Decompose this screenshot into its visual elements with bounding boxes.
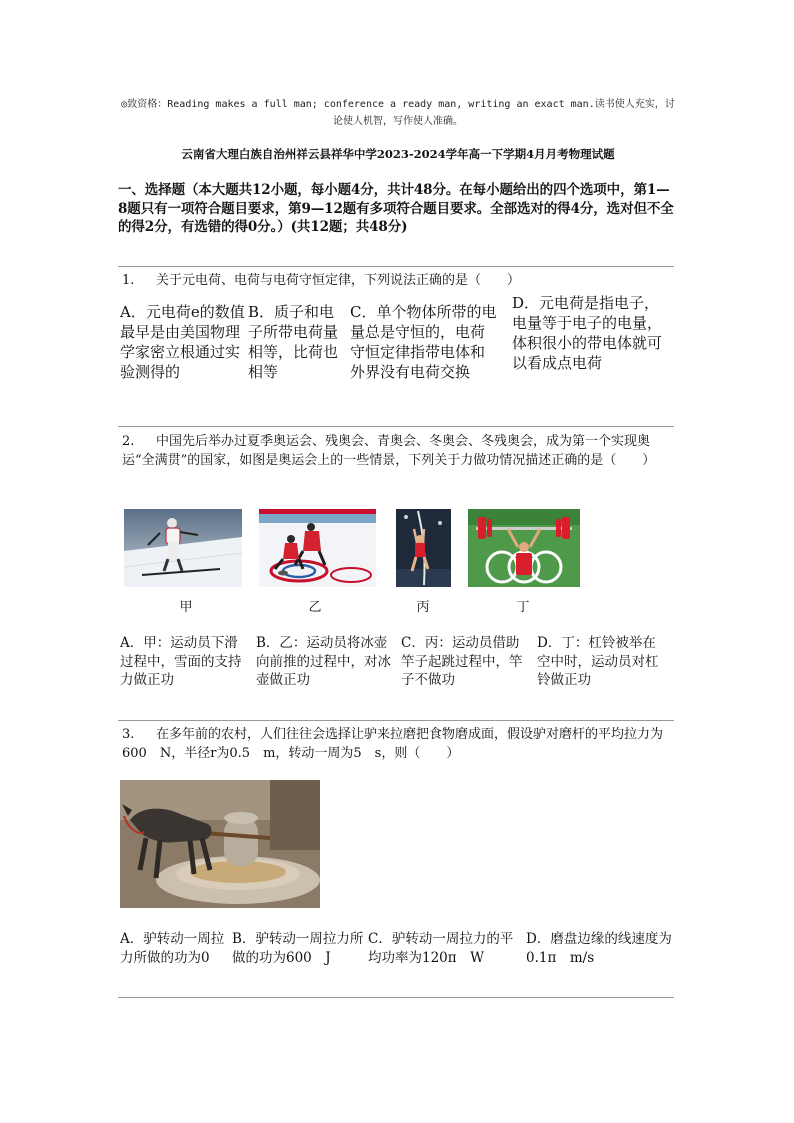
weightlifting-image [468,509,580,587]
question-text: 在多年前的农村，人们往往会选择让驴来拉磨把食物磨成面，假设驴对磨杆的平均拉力为 600 N，半径r为0.5 m，转动一周为5 s，则（ ） [122,727,677,761]
skier-image [124,509,242,587]
question-3-option-a[interactable]: A．驴转动一周拉力所做的功为0 [120,931,225,966]
caption-yi: 乙 [308,600,322,615]
question-1-option-d[interactable]: D．元电荷是指电子，电量等于电子的电量，体积很小的带电体就可以看成点电荷 [512,294,662,372]
question-3-stem [122,726,677,763]
divider [118,720,674,721]
question-2-option-c[interactable]: C．丙：运动员借助竿子起跳过程中，竿子不做功 [401,635,523,688]
document-title: 云南省大理白族自治州祥云县祥华中学2023-2024学年高一下学期4月月考物理试题 [181,147,615,161]
question-number: 2. [122,434,135,449]
caption-bing: 丙 [416,600,430,615]
section-header: 一、选择题（本大题共12小题，每小题4分，共计48分。在每小题给出的四个选项中，第1—8题只有一项符合题目要求，第9—12题有多项符合题目要求。全部选对的得4分，选对但不全的得2分，有选错的得0分。）(共12题；共48分) [118,182,674,235]
question-text: 中国先后举办过夏季奥运会、残奥会、青奥会、冬奥会、冬残奥会，成为第一个实现奥运“全满贯”的国家，如图是奥运会上的一些情景，下列关于力做功情况描述正确的是（ ） [122,434,656,468]
question-2-option-d[interactable]: D．丁：杠铃被举在空中时，运动员对杠铃做正功 [537,635,659,688]
photo-skier [124,509,242,587]
pole-vault-image [396,509,451,587]
question-2-stem [122,433,674,470]
caption-ding: 丁 [516,600,530,615]
question-2-option-b[interactable]: B．乙：运动员将冰壶向前推的过程中，对冰壶做正功 [256,635,391,688]
header-motto: ◎致资格：Reading makes a full man; conference a ready man, writing an exact man.读书使人充实，讨论使人机智，写作使人准确。 [121,99,675,127]
divider [118,426,674,427]
question-number: 3. [122,727,135,742]
photo-pole-vault [396,509,451,587]
photo-weightlifting [468,509,580,587]
question-1-stem [122,272,674,291]
question-2-option-a[interactable]: A．甲：运动员下滑过程中，雪面的支持力做正功 [120,635,242,688]
donkey-millstone-image [120,780,320,908]
question-1-option-c[interactable]: C．单个物体所带的电量总是守恒的，电荷守恒定律指带电体和外界没有电荷交换 [350,303,497,381]
caption-jia: 甲 [179,600,193,615]
question-3-option-c[interactable]: C．驴转动一周拉力的平均功率为120π W [368,931,514,966]
question-3-option-d[interactable]: D．磨盘边缘的线速度为0.1π m/s [526,931,672,966]
photo-donkey-millstone [120,780,320,908]
photo-curling [259,509,376,587]
question-1-option-a[interactable]: A．元电荷e的数值最早是由美国物理学家密立根通过实验测得的 [120,303,245,381]
question-3-option-b[interactable]: B．驴转动一周拉力所做的功为600 J [232,931,364,966]
divider [118,266,674,267]
question-1-option-b[interactable]: B．质子和电子所带电荷量相等，比荷也相等 [248,303,339,381]
divider [118,997,674,998]
question-number: 1. [122,273,135,288]
curling-image [259,509,376,587]
question-text: 关于元电荷、电荷与电荷守恒定律，下列说法正确的是（ ） [156,273,521,288]
